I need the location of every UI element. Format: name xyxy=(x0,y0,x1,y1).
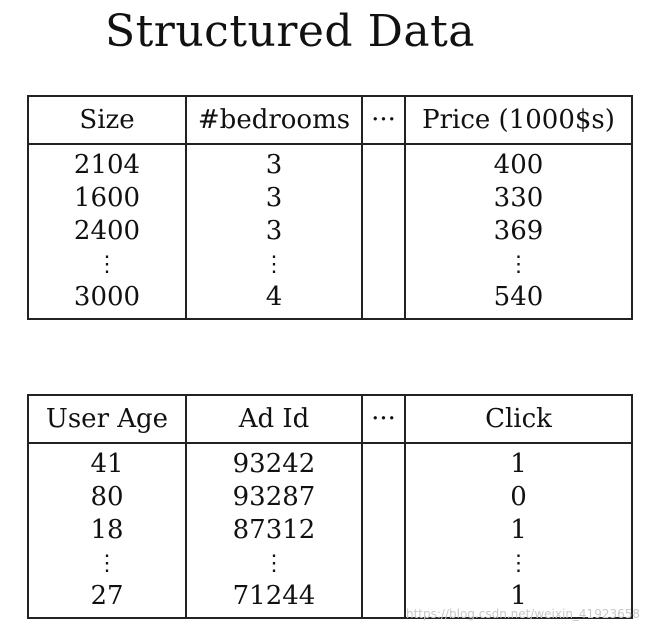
cell-size: 2104 xyxy=(28,144,186,182)
cell-price: 369 xyxy=(405,215,632,248)
cell-ellipsis xyxy=(362,248,405,281)
cell-click: 1 xyxy=(405,580,632,618)
cell-size: 2400 xyxy=(28,215,186,248)
header-click: Click xyxy=(405,395,632,443)
cell-click: 1 xyxy=(405,443,632,481)
cell-ad-id: 93287 xyxy=(186,481,362,514)
cell-ad-id: ⋮ xyxy=(186,547,362,580)
cell-size: 3000 xyxy=(28,281,186,319)
cell-ellipsis xyxy=(362,182,405,215)
cell-bedrooms: 4 xyxy=(186,281,362,319)
header-size: Size xyxy=(28,96,186,144)
cell-ellipsis xyxy=(362,281,405,319)
cell-ad-id: 87312 xyxy=(186,514,362,547)
cell-ellipsis xyxy=(362,481,405,514)
page-title: Structured Data xyxy=(104,6,475,57)
header-price: Price (1000$s) xyxy=(405,96,632,144)
table-header-row xyxy=(28,395,632,443)
cell-bedrooms: ⋮ xyxy=(186,248,362,281)
cell-click: 1 xyxy=(405,514,632,547)
cell-price: ⋮ xyxy=(405,248,632,281)
table-row xyxy=(28,281,632,319)
header-ellipsis: ··· xyxy=(362,96,405,144)
cell-user-age: 80 xyxy=(28,481,186,514)
table-header-row xyxy=(28,96,632,144)
table-row xyxy=(28,215,632,248)
cell-ellipsis xyxy=(362,514,405,547)
cell-price: 400 xyxy=(405,144,632,182)
cell-bedrooms: 3 xyxy=(186,215,362,248)
cell-ad-id: 71244 xyxy=(186,580,362,618)
table-row xyxy=(28,514,632,547)
cell-ellipsis xyxy=(362,443,405,481)
table-row xyxy=(28,443,632,481)
cell-size: ⋮ xyxy=(28,248,186,281)
table-row xyxy=(28,182,632,215)
watermark: https://blog.csdn.net/weixin_41923658 xyxy=(405,607,640,621)
header-user-age: User Age xyxy=(28,395,186,443)
cell-size: 1600 xyxy=(28,182,186,215)
cell-user-age: 41 xyxy=(28,443,186,481)
table-row-vdots xyxy=(28,248,632,281)
table-row xyxy=(28,481,632,514)
table-row-vdots xyxy=(28,547,632,580)
cell-user-age: 27 xyxy=(28,580,186,618)
cell-price: 330 xyxy=(405,182,632,215)
cell-bedrooms: 3 xyxy=(186,144,362,182)
cell-click: 0 xyxy=(405,481,632,514)
cell-user-age: 18 xyxy=(28,514,186,547)
cell-user-age: ⋮ xyxy=(28,547,186,580)
header-ad-id: Ad Id xyxy=(186,395,362,443)
housing-table xyxy=(27,95,633,320)
cell-bedrooms: 3 xyxy=(186,182,362,215)
cell-ellipsis xyxy=(362,547,405,580)
cell-ellipsis xyxy=(362,580,405,618)
table-row xyxy=(28,144,632,182)
header-bedrooms: #bedrooms xyxy=(186,96,362,144)
cell-price: 540 xyxy=(405,281,632,319)
header-ellipsis: ··· xyxy=(362,395,405,443)
cell-click: ⋮ xyxy=(405,547,632,580)
cell-ellipsis xyxy=(362,215,405,248)
cell-ellipsis xyxy=(362,144,405,182)
ad-click-table xyxy=(27,394,633,619)
cell-ad-id: 93242 xyxy=(186,443,362,481)
